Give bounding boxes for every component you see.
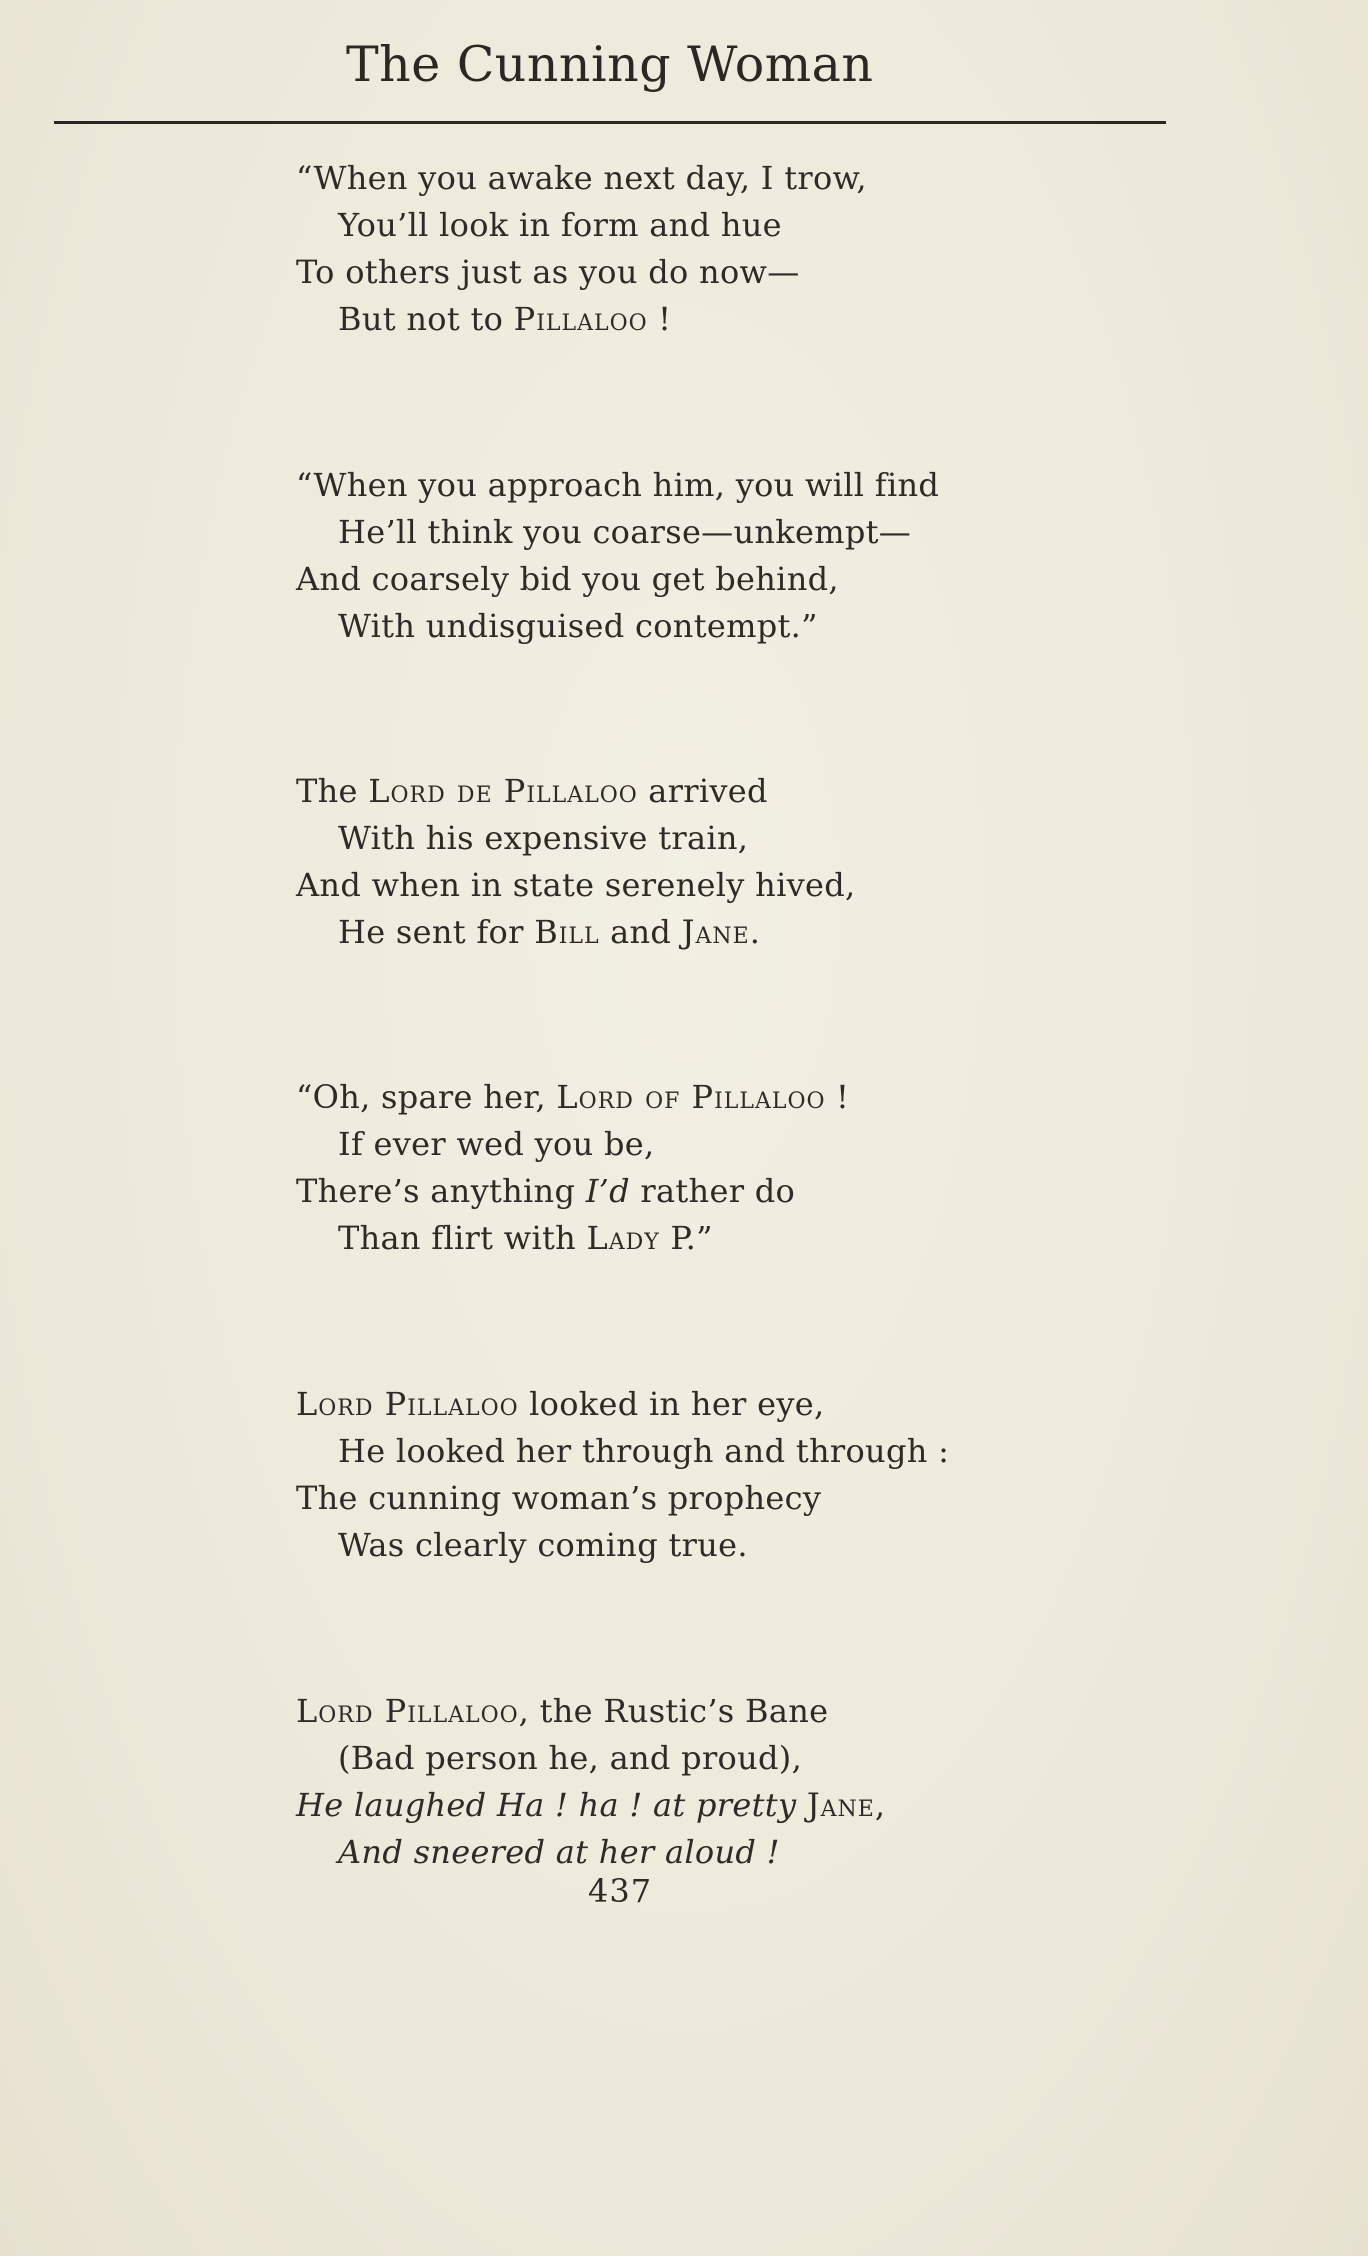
name-lord-pillaloo: Lord Pillaloo — [296, 1385, 519, 1423]
verse-text: He sent for — [338, 913, 535, 951]
running-head-title: The Cunning Woman — [346, 36, 874, 93]
verse-line: He looked her through and through : — [338, 1432, 950, 1470]
italic-text: I’d — [585, 1172, 630, 1210]
stanza-3 — [296, 768, 1056, 956]
verse-line: If ever wed you be, — [338, 1125, 655, 1163]
verse-line: To others just as you do now— — [296, 253, 800, 291]
verse-line: And coarsely bid you get behind, — [296, 560, 839, 598]
stanza-1 — [296, 155, 1056, 343]
name-jane: Jane — [806, 1786, 875, 1824]
name-pillaloo: Pillaloo — [513, 300, 648, 338]
verse-text: Than flirt with — [338, 1219, 587, 1257]
verse-text: The — [296, 772, 369, 810]
verse-text: There’s anything — [296, 1172, 586, 1210]
stanza-5 — [296, 1381, 1056, 1569]
verse-text: rather do — [629, 1172, 796, 1210]
name-lady: Lady — [586, 1219, 660, 1257]
verse-text: But not to — [338, 300, 514, 338]
verse-text: “Oh, spare her, — [296, 1078, 557, 1116]
page-number: 437 — [588, 1872, 653, 1910]
name-lord-pillaloo: Lord Pillaloo — [296, 1692, 519, 1730]
verse-line: With his expensive train, — [338, 819, 749, 857]
name-jane: Jane — [681, 913, 750, 951]
verse-line: With undisguised contempt.” — [338, 607, 818, 645]
verse-text: and — [599, 913, 682, 951]
verse-text — [796, 1786, 806, 1824]
name-bill: Bill — [534, 913, 600, 951]
verse-line — [296, 909, 1056, 956]
verse-line — [296, 296, 1056, 343]
verse-text: arrived — [637, 772, 768, 810]
verse-line — [296, 1215, 1056, 1262]
stanza-4 — [296, 1074, 1056, 1262]
italic-text: He laughed Ha ! ha ! at pretty — [296, 1786, 797, 1824]
verse-line: You’ll look in form and hue — [338, 206, 782, 244]
verse-text: , the Rustic’s Bane — [518, 1692, 829, 1730]
header-rule — [54, 121, 1166, 124]
verse-line — [296, 768, 1056, 815]
verse-text: , — [874, 1786, 886, 1824]
verse-text: . — [749, 913, 761, 951]
stanza-2 — [296, 462, 1056, 650]
verse-line — [296, 1074, 1056, 1121]
verse-line — [296, 1782, 1056, 1829]
verse-line — [296, 1381, 1056, 1428]
stanza-6 — [296, 1688, 1056, 1876]
verse-text: P.” — [659, 1219, 713, 1257]
name-lord-de-pillaloo: Lord de Pillaloo — [368, 772, 638, 810]
verse-line — [296, 1688, 1056, 1735]
verse-line: (Bad person he, and proud), — [338, 1739, 803, 1777]
verse-line: And when in state serenely hived, — [296, 866, 856, 904]
verse-line: The cunning woman’s prophecy — [296, 1479, 822, 1517]
verse-text: looked in her eye, — [518, 1385, 825, 1423]
verse-line: And sneered at her aloud ! — [338, 1833, 780, 1871]
verse-line: “When you awake next day, I trow, — [296, 159, 867, 197]
verse-line — [296, 1168, 1056, 1215]
verse-line: He’ll think you coarse—unkempt— — [338, 513, 912, 551]
verse-text: ! — [647, 300, 672, 338]
verse-line: Was clearly coming true. — [338, 1526, 748, 1564]
verse-line: “When you approach him, you will find — [296, 466, 940, 504]
verse-text: ! — [825, 1078, 850, 1116]
name-lord-of-pillaloo: Lord of Pillaloo — [556, 1078, 826, 1116]
